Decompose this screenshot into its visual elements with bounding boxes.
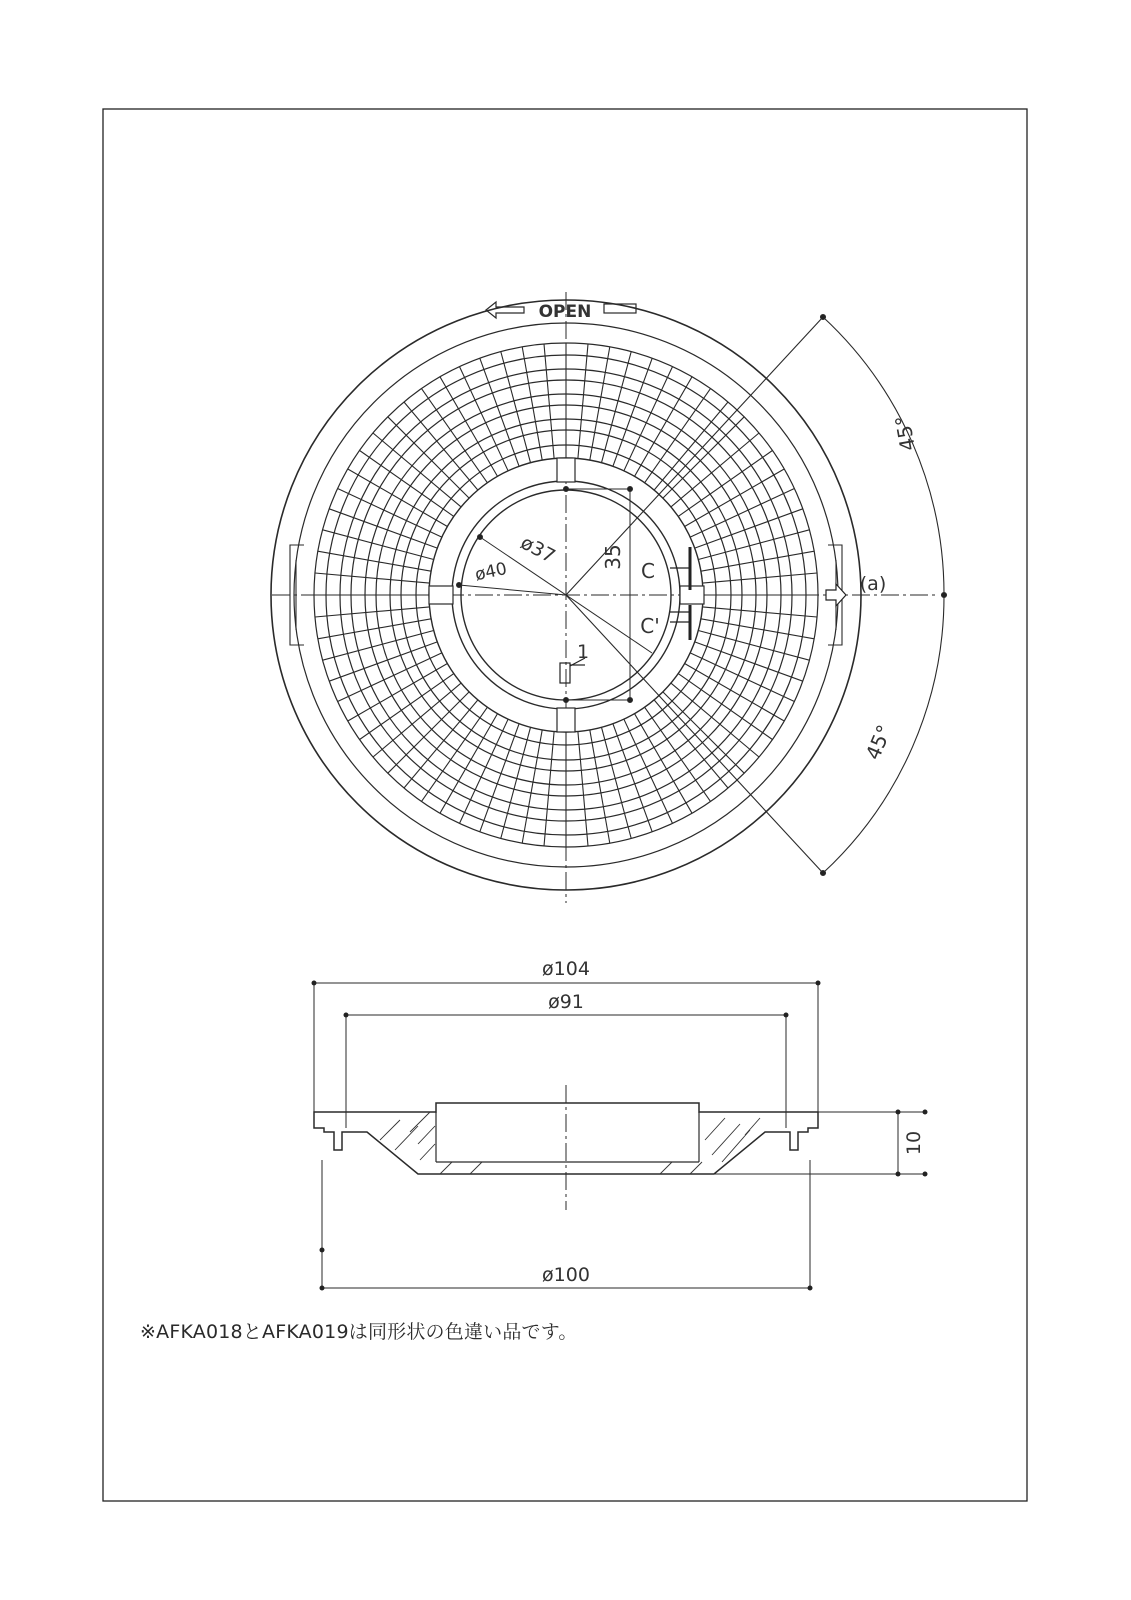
grate-rib	[544, 732, 554, 847]
grate-rib	[624, 719, 673, 823]
grate-rib	[404, 402, 478, 490]
grate-rib	[690, 489, 794, 538]
footnote: ※AFKA018とAFKA019は同形状の色違い品です。	[140, 1321, 578, 1343]
grate-rib	[671, 683, 759, 757]
dim-d37: ø37	[516, 531, 559, 568]
grate-rib	[315, 573, 430, 583]
view-a-label: (a)	[859, 573, 887, 595]
grate-rib	[373, 433, 461, 507]
section-hatching	[380, 1112, 760, 1174]
grate-rib	[544, 344, 554, 459]
grate-rib	[671, 433, 759, 507]
grate-rib	[315, 607, 430, 617]
grate-rib	[703, 607, 818, 617]
grate-rib	[624, 367, 673, 471]
grate-rib	[460, 719, 509, 823]
grate-rib	[654, 402, 728, 490]
grate-rib	[338, 489, 442, 538]
grate-rib	[578, 344, 588, 459]
grate-rib	[703, 573, 818, 583]
grate-rib	[338, 653, 442, 702]
angle-label-top: 45°	[890, 413, 921, 453]
grate-rib	[404, 700, 478, 788]
section-c-label: C	[641, 559, 655, 583]
section-c-prime-label: C'	[640, 614, 660, 638]
open-label: OPEN	[538, 302, 592, 322]
angle-label-bottom: 45°	[860, 721, 897, 764]
side-view	[312, 958, 928, 1291]
top-view	[271, 292, 947, 903]
grate-rib	[578, 732, 588, 847]
dim-10: 10	[903, 1130, 925, 1156]
grate-rib	[460, 367, 509, 471]
grate-rib	[690, 653, 794, 702]
view-arrow	[826, 584, 846, 606]
dim-d104: ø104	[542, 958, 590, 980]
grate-rib	[654, 700, 728, 788]
dim-35: 35	[601, 544, 625, 570]
dim-d91: ø91	[548, 991, 584, 1013]
dim-d100: ø100	[542, 1264, 590, 1286]
dim-d40: ø40	[473, 558, 509, 586]
label-1: 1	[576, 641, 590, 663]
grate-rib	[373, 683, 461, 757]
